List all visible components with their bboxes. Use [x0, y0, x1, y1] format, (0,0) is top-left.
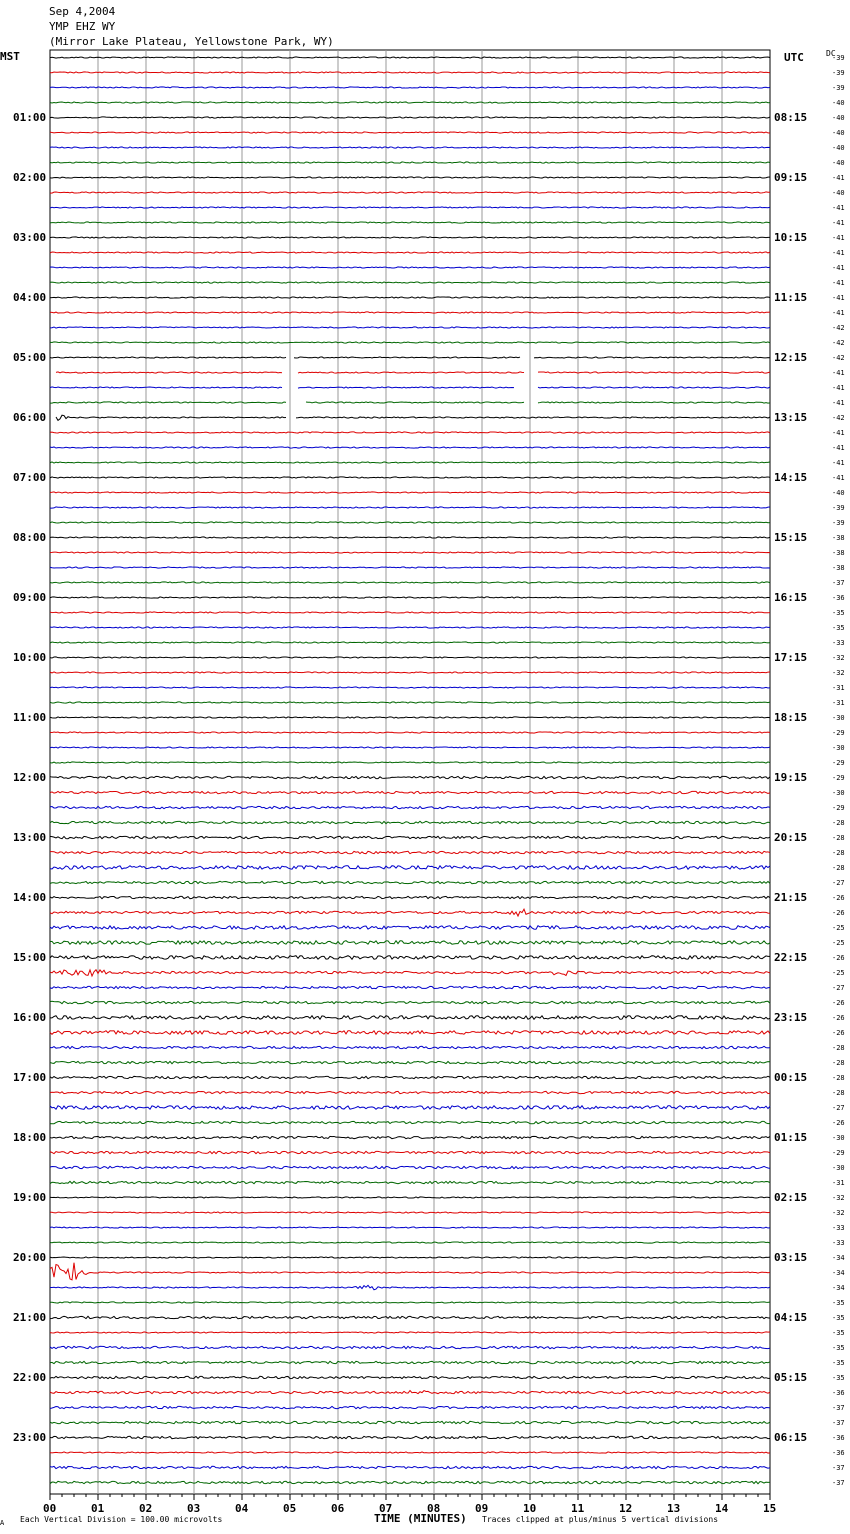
right-hour-label: 04:15: [774, 1310, 808, 1324]
trace-line: [50, 1406, 770, 1408]
left-hour-label: 13:00: [13, 830, 47, 844]
dc-value: -41: [832, 233, 845, 242]
dc-value: -38: [832, 533, 845, 542]
trace-line: [50, 1121, 770, 1123]
right-hour-label: 10:15: [774, 230, 808, 244]
dc-value: -29: [832, 803, 845, 812]
trace-line: [50, 297, 770, 298]
x-tick-label: 05: [283, 1502, 297, 1515]
trace-line: [50, 567, 770, 568]
dc-value: -30: [832, 1163, 845, 1172]
dc-value: -42: [832, 323, 845, 332]
right-hour-label: 00:15: [774, 1070, 808, 1084]
dc-value: -31: [832, 1178, 845, 1187]
dc-value: -34: [832, 1253, 845, 1262]
trace-line: [50, 102, 770, 103]
x-tick-label: 12: [619, 1502, 633, 1515]
dc-value: -25: [832, 938, 845, 947]
trace-line: [50, 132, 770, 133]
trace-line: [50, 57, 770, 58]
trace-line: [50, 177, 770, 178]
dc-value: -30: [832, 788, 845, 797]
trace-line: [50, 747, 770, 748]
trace-line: [50, 1046, 770, 1048]
dc-value: -31: [832, 683, 845, 692]
right-hour-label: 03:15: [774, 1250, 808, 1264]
x-axis-title: TIME (MINUTES): [374, 1512, 467, 1525]
trace-line: [50, 252, 770, 253]
dc-value: -25: [832, 923, 845, 932]
dc-value: -41: [832, 293, 845, 302]
dc-value: -40: [832, 158, 845, 167]
trace-line: [50, 222, 770, 223]
footer-scale-note: Each Vertical Division = 100.00 microvolts: [20, 1515, 223, 1524]
x-tick-label: 02: [139, 1502, 153, 1515]
dc-value: -33: [832, 1238, 845, 1247]
dc-value: -27: [832, 878, 845, 887]
dc-value: -40: [832, 128, 845, 137]
dc-value: -41: [832, 263, 845, 272]
trace-line: [50, 1106, 770, 1110]
dc-value: -25: [832, 968, 845, 977]
dc-value: -32: [832, 1208, 845, 1217]
trace-line: [50, 627, 770, 628]
trace-line: [50, 1421, 770, 1423]
dc-value: -28: [832, 1073, 845, 1082]
left-hour-label: 20:00: [13, 1250, 47, 1264]
trace-line: [50, 1466, 770, 1468]
left-hour-label: 10:00: [13, 650, 47, 664]
trace-line: [50, 477, 770, 478]
trace-line: [50, 327, 770, 328]
right-hour-label: 01:15: [774, 1130, 808, 1144]
left-hour-label: 18:00: [13, 1130, 47, 1144]
right-hour-label: 02:15: [774, 1190, 808, 1204]
dc-value: -39: [832, 518, 845, 527]
dc-value: -32: [832, 653, 845, 662]
left-hour-label: 09:00: [13, 590, 47, 604]
dc-value: -35: [832, 1373, 845, 1382]
trace-line: [50, 806, 770, 808]
trace-line: [50, 956, 770, 960]
left-hour-label: 01:00: [13, 110, 47, 124]
trace-line: [50, 1436, 770, 1438]
trace-line: [50, 597, 770, 598]
trace-line: [50, 582, 770, 583]
trace-line: [50, 507, 770, 508]
right-hour-label: 08:15: [774, 110, 808, 124]
left-hour-label: 12:00: [13, 770, 47, 784]
right-hour-label: 18:15: [774, 710, 808, 724]
dc-value: -26: [832, 998, 845, 1007]
trace-line: [50, 432, 770, 433]
x-tick-label: 06: [331, 1502, 345, 1515]
left-hour-label: 03:00: [13, 230, 47, 244]
left-hour-label: 14:00: [13, 890, 47, 904]
trace-line: [50, 970, 770, 976]
trace-line: [50, 836, 770, 838]
left-hour-label: 17:00: [13, 1070, 47, 1084]
trace-line: [50, 1452, 770, 1453]
trace-line: [50, 1001, 770, 1003]
dc-value: -41: [832, 278, 845, 287]
right-hour-label: 22:15: [774, 950, 808, 964]
dc-value: -29: [832, 1148, 845, 1157]
trace-line: [50, 552, 770, 553]
left-hour-label: 06:00: [13, 410, 47, 424]
trace-line: [50, 986, 770, 988]
footer-marker: A: [0, 1519, 5, 1527]
dc-value: -41: [832, 203, 845, 212]
footer-clip-note: Traces clipped at plus/minus 5 vertical divisions: [482, 1515, 719, 1524]
dc-value: -39: [832, 83, 845, 92]
dc-value: -35: [832, 1313, 845, 1322]
dc-value: -31: [832, 698, 845, 707]
left-hour-label: 16:00: [13, 1010, 47, 1024]
dc-value: -33: [832, 1223, 845, 1232]
trace-line: [50, 237, 770, 238]
trace-line: [50, 896, 770, 898]
dc-value: -34: [832, 1283, 845, 1292]
dc-value: -35: [832, 623, 845, 632]
trace-line: [50, 117, 770, 118]
x-tick-label: 03: [187, 1502, 201, 1515]
dc-value: -34: [832, 1268, 845, 1277]
dc-value: -28: [832, 833, 845, 842]
dc-value: -26: [832, 953, 845, 962]
trace-line: [50, 1166, 770, 1168]
dc-value: -39: [832, 68, 845, 77]
trace-line: [50, 357, 770, 358]
trace-line: [50, 1136, 770, 1138]
right-hour-label: 16:15: [774, 590, 808, 604]
left-hour-label: 15:00: [13, 950, 47, 964]
trace-line: [50, 147, 770, 148]
dc-value: -42: [832, 413, 845, 422]
trace-line: [50, 776, 770, 778]
dc-value: -28: [832, 848, 845, 857]
dc-value: -37: [832, 578, 845, 587]
trace-line: [50, 1481, 770, 1483]
dc-value: -36: [832, 593, 845, 602]
dc-value: -30: [832, 713, 845, 722]
dc-value: -27: [832, 1103, 845, 1112]
dc-value: -36: [832, 1433, 845, 1442]
dc-value: -40: [832, 143, 845, 152]
right-hour-label: 20:15: [774, 830, 808, 844]
trace-line: [50, 1061, 770, 1063]
dc-value: -30: [832, 1133, 845, 1142]
left-hour-label: 19:00: [13, 1190, 47, 1204]
trace-line: [50, 162, 770, 163]
trace-line: [50, 1212, 770, 1213]
trace-line: [50, 1031, 770, 1035]
header-location: (Mirror Lake Plateau, Yellowstone Park, WY): [49, 35, 334, 48]
trace-line: [50, 267, 770, 268]
right-hour-label: 09:15: [774, 170, 808, 184]
dc-value: -41: [832, 308, 845, 317]
trace-line: [50, 1391, 770, 1394]
dc-value: -28: [832, 1088, 845, 1097]
dc-value: -28: [832, 818, 845, 827]
dc-value: -29: [832, 773, 845, 782]
trace-line: [50, 702, 770, 703]
trace-line: [50, 821, 770, 823]
dc-value: -41: [832, 248, 845, 257]
dc-value: -42: [832, 338, 845, 347]
dc-value: -40: [832, 488, 845, 497]
dc-value: -26: [832, 1013, 845, 1022]
trace-line: [50, 1227, 770, 1228]
right-hour-label: 19:15: [774, 770, 808, 784]
x-tick-label: 11: [571, 1502, 585, 1515]
dc-value: -38: [832, 548, 845, 557]
trace-line: [50, 72, 770, 73]
dc-value: -40: [832, 98, 845, 107]
trace-line: [50, 1346, 770, 1348]
left-hour-label: 05:00: [13, 350, 47, 364]
right-hour-label: 13:15: [774, 410, 808, 424]
dc-value: -28: [832, 1043, 845, 1052]
trace-line: [50, 87, 770, 88]
dc-value: -28: [832, 863, 845, 872]
trace-line: [50, 1091, 770, 1093]
trace-line: [50, 672, 770, 673]
dc-value: -41: [832, 398, 845, 407]
dc-value: -30: [832, 743, 845, 752]
dc-value: -26: [832, 1118, 845, 1127]
trace-line: [50, 1285, 770, 1289]
trace-line: [50, 687, 770, 688]
dc-value: -26: [832, 893, 845, 902]
dc-value: -35: [832, 1343, 845, 1352]
right-hour-label: 14:15: [774, 470, 808, 484]
x-tick-label: 08: [427, 1502, 441, 1515]
dc-value: -36: [832, 1448, 845, 1457]
dc-label: DC: [826, 49, 836, 58]
right-hour-label: 21:15: [774, 890, 808, 904]
trace-line: [50, 1257, 770, 1258]
trace-line: [50, 492, 770, 493]
trace-line: [50, 657, 770, 658]
x-tick-label: 04: [235, 1502, 249, 1515]
trace-line: [50, 462, 770, 463]
left-hour-label: 23:00: [13, 1430, 47, 1444]
trace-line: [50, 881, 770, 883]
trace-line: [50, 1332, 770, 1333]
x-tick-label: 01: [91, 1502, 105, 1515]
trace-line: [50, 612, 770, 613]
dc-value: -41: [832, 383, 845, 392]
trace-line: [50, 1376, 770, 1378]
right-hour-label: 15:15: [774, 530, 808, 544]
trace-line: [50, 762, 770, 763]
right-hour-label: 17:15: [774, 650, 808, 664]
left-axis-label: MST: [0, 50, 20, 63]
right-axis-label: UTC: [784, 51, 804, 64]
x-tick-label: 10: [523, 1502, 537, 1515]
dc-value: -36: [832, 1388, 845, 1397]
x-tick-label: 09: [475, 1502, 489, 1515]
trace-line: [50, 941, 770, 945]
trace-line: [50, 192, 770, 193]
dc-value: -37: [832, 1418, 845, 1427]
dc-value: -39: [832, 53, 845, 62]
dc-value: -35: [832, 1358, 845, 1367]
trace-line: [50, 791, 770, 793]
dc-value: -41: [832, 473, 845, 482]
trace-line: [50, 387, 770, 388]
trace-line: [50, 522, 770, 523]
header-date: Sep 4,2004: [49, 5, 116, 18]
trace-line: [50, 1242, 770, 1243]
dc-value: -27: [832, 983, 845, 992]
x-tick-label: 14: [715, 1502, 729, 1515]
dc-value: -41: [832, 368, 845, 377]
right-hour-label: 23:15: [774, 1010, 808, 1024]
trace-line: [50, 717, 770, 718]
dc-value: -41: [832, 428, 845, 437]
dc-value: -35: [832, 1298, 845, 1307]
dc-value: -32: [832, 1193, 845, 1202]
trace-line: [50, 926, 770, 930]
trace-line: [50, 1302, 770, 1303]
dc-value: -37: [832, 1403, 845, 1412]
dc-value: -41: [832, 173, 845, 182]
right-hour-label: 12:15: [774, 350, 808, 364]
trace-line: [50, 1361, 770, 1363]
trace-line: [50, 447, 770, 448]
trace-line: [50, 1151, 770, 1153]
right-hour-label: 06:15: [774, 1430, 808, 1444]
trace-line: [50, 312, 770, 313]
trace-line: [50, 1197, 770, 1198]
trace-line: [56, 415, 770, 420]
trace-line: [50, 207, 770, 208]
dc-value: -40: [832, 113, 845, 122]
dc-value: -40: [832, 188, 845, 197]
right-hour-label: 11:15: [774, 290, 808, 304]
dc-value: -35: [832, 1328, 845, 1337]
trace-line: [50, 1316, 770, 1318]
dc-value: -29: [832, 728, 845, 737]
trace-line: [50, 1263, 770, 1280]
trace-line: [50, 851, 770, 853]
dc-value: -32: [832, 668, 845, 677]
trace-line: [50, 642, 770, 643]
dc-value: -37: [832, 1478, 845, 1487]
trace-line: [50, 909, 770, 916]
x-tick-label: 00: [43, 1502, 57, 1515]
trace-line: [50, 402, 770, 403]
trace-line: [50, 1076, 770, 1078]
dc-value: -37: [832, 1463, 845, 1472]
dc-value: -26: [832, 908, 845, 917]
dc-value: -35: [832, 608, 845, 617]
x-tick-label: 07: [379, 1502, 393, 1515]
left-hour-label: 22:00: [13, 1370, 47, 1384]
trace-line: [50, 282, 770, 283]
trace-line: [50, 732, 770, 733]
left-hour-label: 08:00: [13, 530, 47, 544]
dc-value: -38: [832, 563, 845, 572]
dc-value: -29: [832, 758, 845, 767]
left-hour-label: 04:00: [13, 290, 47, 304]
trace-line: [56, 372, 770, 373]
header-station: YMP EHZ WY: [49, 20, 116, 33]
left-hour-label: 21:00: [13, 1310, 47, 1324]
dc-value: -41: [832, 458, 845, 467]
dc-value: -33: [832, 638, 845, 647]
x-tick-label: 13: [667, 1502, 681, 1515]
dc-value: -41: [832, 443, 845, 452]
dc-value: -39: [832, 503, 845, 512]
right-hour-label: 05:15: [774, 1370, 808, 1384]
left-hour-label: 02:00: [13, 170, 47, 184]
trace-line: [50, 342, 770, 343]
trace-line: [50, 537, 770, 538]
left-hour-label: 07:00: [13, 470, 47, 484]
dc-value: -42: [832, 353, 845, 362]
dc-value: -28: [832, 1058, 845, 1067]
dc-value: -41: [832, 218, 845, 227]
trace-line: [50, 1016, 770, 1020]
left-hour-label: 11:00: [13, 710, 47, 724]
x-tick-label: 15: [763, 1502, 777, 1515]
dc-value: -26: [832, 1028, 845, 1037]
trace-line: [50, 866, 770, 870]
trace-line: [50, 1181, 770, 1183]
